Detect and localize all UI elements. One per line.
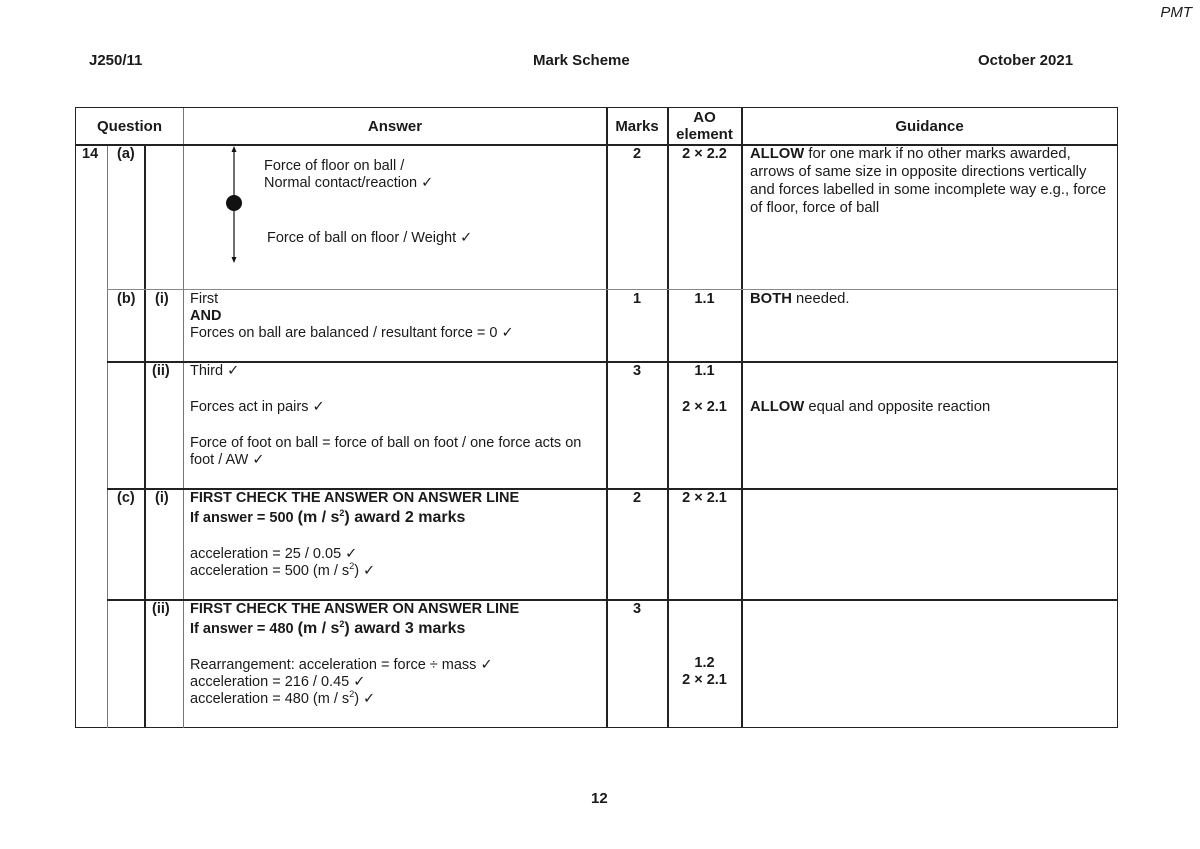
unit-exponent: 2 bbox=[349, 561, 355, 572]
marks-value: 2 bbox=[632, 146, 642, 162]
column-header-guidance: Guidance bbox=[895, 118, 964, 135]
marks-value: 3 bbox=[632, 601, 642, 617]
mark-scheme-table bbox=[75, 107, 1118, 728]
working-text: acceleration = 500 (m / s bbox=[190, 563, 350, 579]
watermark: PMT bbox=[1160, 4, 1192, 21]
question-part: (a) bbox=[117, 146, 135, 162]
up-force-label-line2: Normal contact/reaction ✓ bbox=[264, 175, 434, 191]
working-line: acceleration = 25 / 0.05 ✓ bbox=[190, 546, 358, 562]
working-text: acceleration = 480 (m / s bbox=[190, 691, 350, 707]
answer-line: AND bbox=[190, 308, 222, 324]
down-force-label: Force of ball on floor / Weight ✓ bbox=[267, 230, 473, 246]
up-force-label bbox=[264, 158, 433, 192]
guidance-keyword: ALLOW bbox=[750, 146, 805, 162]
marks-value: 2 bbox=[632, 490, 642, 506]
working-line bbox=[190, 691, 519, 708]
award-unit: (m / s bbox=[297, 509, 340, 526]
force-diagram bbox=[224, 146, 244, 266]
up-force-label-line1: Force of floor on ball / bbox=[264, 158, 405, 174]
column-divider bbox=[183, 108, 184, 728]
check-instruction: FIRST CHECK THE ANSWER ON ANSWER LINE bbox=[190, 490, 520, 506]
column-divider bbox=[107, 145, 108, 728]
question-subpart: (ii) bbox=[152, 601, 170, 617]
exam-date: October 2021 bbox=[978, 52, 1074, 69]
column-header-question: Question bbox=[96, 118, 162, 135]
award-text: ) award 2 marks bbox=[344, 509, 466, 526]
answer-text bbox=[190, 291, 514, 342]
ao-value-line: 2 × 2.1 bbox=[682, 399, 727, 415]
document-title: Mark Scheme bbox=[533, 52, 630, 69]
answer-line: First bbox=[190, 291, 219, 307]
award-unit-exponent: 2 bbox=[339, 508, 345, 519]
award-text: If answer = 480 bbox=[190, 621, 298, 637]
working-text: ) ✓ bbox=[354, 563, 376, 579]
award-unit-exponent: 2 bbox=[339, 619, 345, 630]
ball-icon bbox=[226, 195, 242, 211]
column-divider bbox=[667, 108, 669, 728]
unit-exponent: 2 bbox=[349, 689, 355, 700]
answer-line: Forces on ball are balanced / resultant force = 0 ✓ bbox=[190, 325, 514, 341]
paper-code: J250/11 bbox=[89, 52, 143, 69]
guidance-text bbox=[750, 291, 850, 308]
guidance-detail: for one mark if no other marks awarded, arrows of same size in opposite directions vertically and forces labelled in some incomplete way e.g., force of floor, force of ball bbox=[750, 146, 1107, 216]
column-divider bbox=[144, 145, 146, 728]
award-unit: (m / s bbox=[297, 620, 340, 637]
ao-value: 1.1 bbox=[694, 291, 715, 307]
answer-text bbox=[190, 363, 600, 469]
ao-value: 2 × 2.2 bbox=[682, 146, 727, 162]
award-text: ) award 3 marks bbox=[344, 620, 466, 637]
guidance-detail: needed. bbox=[791, 291, 850, 307]
answer-text bbox=[190, 601, 519, 708]
check-instruction: FIRST CHECK THE ANSWER ON ANSWER LINE bbox=[190, 601, 520, 617]
award-instruction bbox=[190, 509, 519, 527]
award-instruction bbox=[190, 620, 519, 638]
down-arrowhead-icon bbox=[232, 257, 237, 263]
column-header-ao-element bbox=[668, 109, 741, 143]
guidance-detail: equal and opposite reaction bbox=[804, 399, 991, 415]
ao-header-line2: element bbox=[676, 126, 733, 143]
question-subpart: (i) bbox=[155, 291, 169, 307]
up-arrowhead-icon bbox=[232, 146, 237, 152]
working-text: ) ✓ bbox=[354, 691, 376, 707]
guidance-keyword: ALLOW bbox=[750, 399, 805, 415]
question-subpart: (ii) bbox=[152, 363, 170, 379]
column-header-answer: Answer bbox=[367, 118, 423, 135]
column-divider bbox=[741, 108, 743, 728]
ao-value: 2 × 2.1 bbox=[682, 490, 727, 506]
working-line: Rearrangement: acceleration = force ÷ mass ✓ bbox=[190, 657, 493, 673]
answer-line: Forces act in pairs ✓ bbox=[190, 399, 325, 415]
award-text: If answer = 500 bbox=[190, 510, 298, 526]
working-line: acceleration = 216 / 0.45 ✓ bbox=[190, 674, 366, 690]
working-line bbox=[190, 563, 519, 580]
ao-value bbox=[668, 363, 741, 416]
column-header-marks: Marks bbox=[615, 118, 659, 135]
answer-line: Third ✓ bbox=[190, 363, 240, 379]
marks-value: 3 bbox=[632, 363, 642, 379]
page-number: 12 bbox=[591, 790, 608, 807]
guidance-text bbox=[750, 399, 990, 416]
ao-value-line: 1.1 bbox=[694, 363, 715, 379]
question-part: (b) bbox=[117, 291, 136, 307]
ao-value bbox=[668, 655, 741, 689]
answer-line: Force of foot on ball = force of ball on foot / one force acts on foot / AW ✓ bbox=[190, 435, 582, 468]
ao-header-line1: AO bbox=[693, 109, 716, 126]
guidance-text bbox=[750, 145, 1115, 217]
guidance-keyword: BOTH bbox=[750, 291, 792, 307]
ao-value-line: 2 × 2.1 bbox=[682, 672, 727, 688]
question-subpart: (i) bbox=[155, 490, 169, 506]
question-number: 14 bbox=[82, 146, 99, 162]
question-part: (c) bbox=[117, 490, 135, 506]
row-divider bbox=[107, 289, 1117, 290]
ao-value-line: 1.2 bbox=[694, 655, 715, 671]
column-divider bbox=[606, 108, 608, 728]
answer-text bbox=[190, 490, 519, 580]
marks-value: 1 bbox=[632, 291, 642, 307]
